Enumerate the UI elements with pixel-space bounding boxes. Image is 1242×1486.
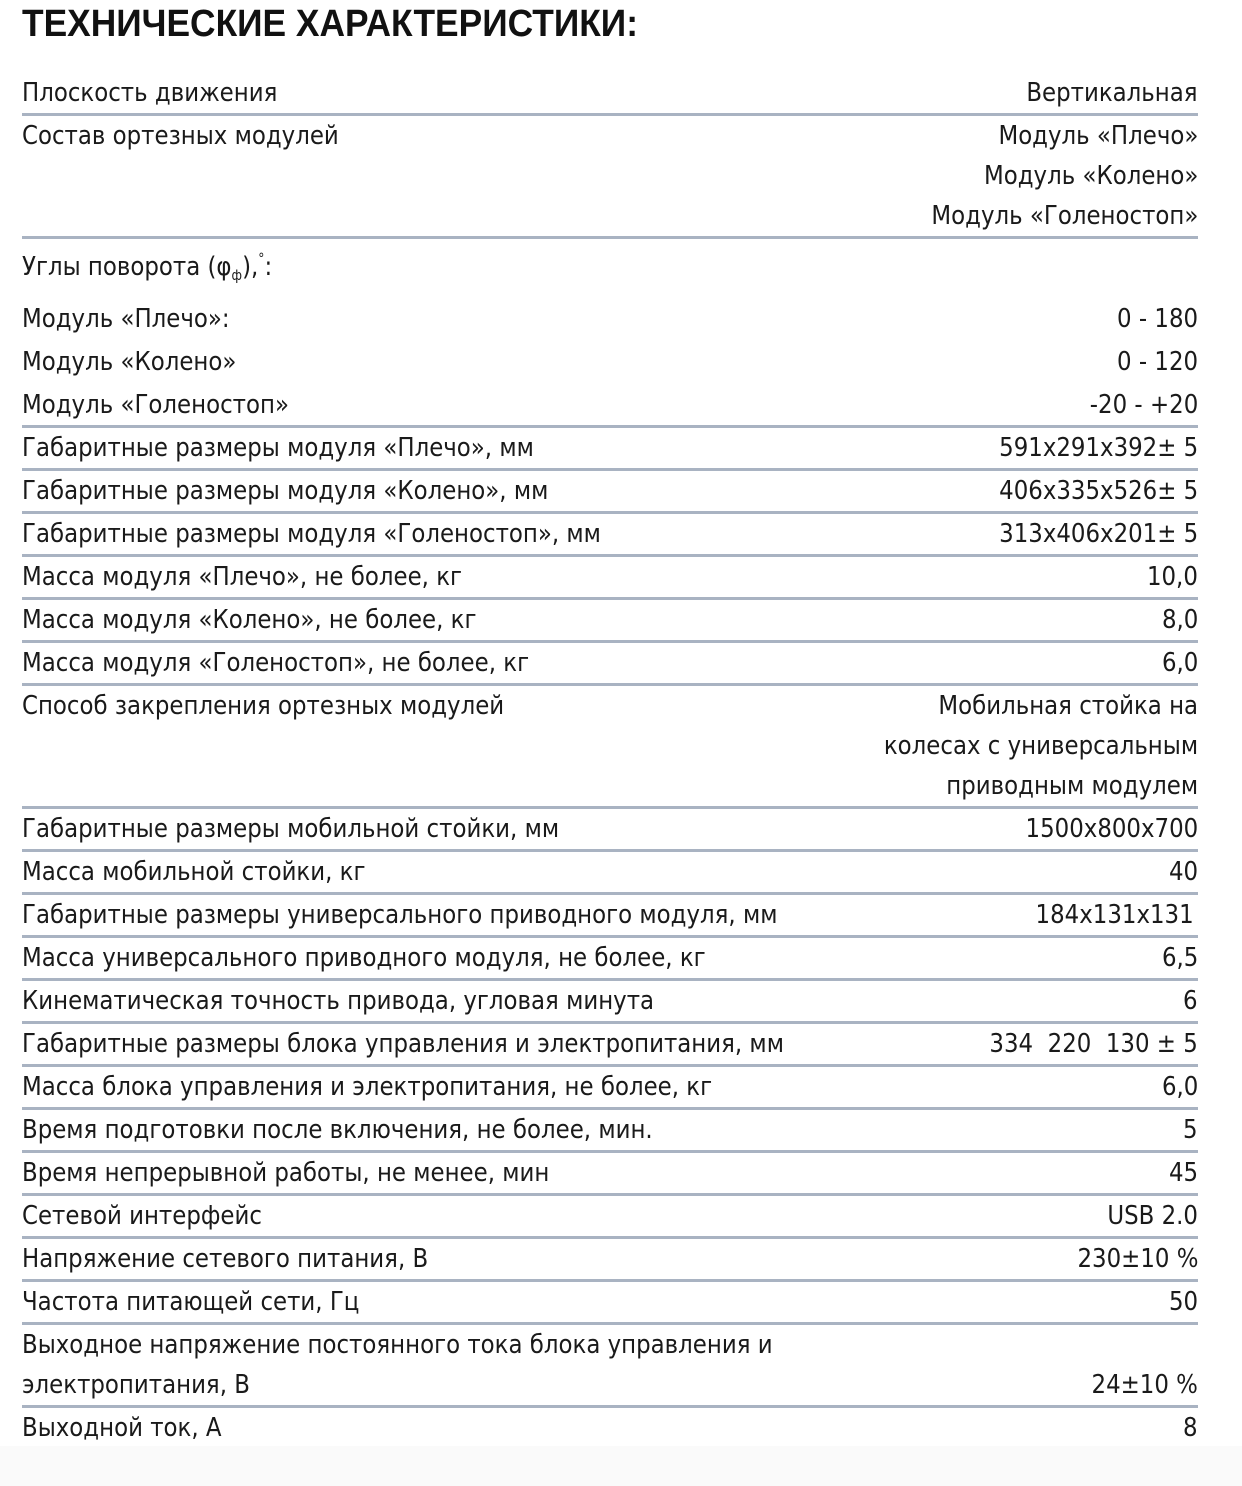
spec-row-network-interface	[22, 1196, 1198, 1239]
spec-row-dims-drive-module	[22, 895, 1198, 938]
spec-row-angle-shoulder	[22, 299, 1198, 342]
spec-row-dims-control-unit	[22, 1024, 1198, 1067]
spec-row-dims-shoulder	[22, 428, 1198, 471]
spec-label: Масса модуля «Голеностоп», не более, кг	[22, 648, 530, 678]
spec-row-mass-control-unit	[22, 1067, 1198, 1110]
spec-value-line: приводным модулем	[946, 771, 1198, 801]
spec-label: Масса модуля «Колено», не более, кг	[22, 605, 477, 635]
spec-row-dims-knee	[22, 471, 1198, 514]
spec-label: Масса универсального приводного модуля, не более, кг	[22, 943, 706, 973]
spec-value: 10,0	[1147, 562, 1198, 592]
spec-row-motion-plane	[22, 73, 1198, 116]
spec-row-mass-drive-module	[22, 938, 1198, 981]
spec-value: 1500x800x700	[1025, 814, 1198, 844]
spec-value: 591x291x392± 5	[998, 433, 1198, 463]
spec-row-angle-knee	[22, 342, 1198, 385]
spec-value: Вертикальная	[1026, 78, 1198, 108]
page-bottom-margin	[0, 1446, 1242, 1486]
spec-value: 40	[1168, 857, 1198, 887]
spec-label: Габаритные размеры универсального приводного модуля, мм	[22, 900, 778, 930]
spec-value: 0 - 180	[1116, 304, 1198, 334]
spec-label	[22, 239, 272, 296]
spec-value: 0 - 120	[1116, 347, 1198, 377]
specs-table	[22, 73, 1198, 1451]
spec-value: 6	[1183, 986, 1198, 1016]
spec-label: Масса блока управления и электропитания, не более, кг	[22, 1072, 713, 1102]
spec-label: Габаритные размеры модуля «Колено», мм	[22, 476, 549, 506]
spec-label-line: Выходное напряжение постоянного тока блока управления и	[22, 1330, 773, 1360]
spec-row-dims-mobile-stand	[22, 809, 1198, 852]
spec-value: 6,0	[1161, 648, 1198, 678]
label-text: ),	[242, 252, 259, 282]
spec-row-angle-ankle	[22, 385, 1198, 428]
spec-value: 6,0	[1161, 1072, 1198, 1102]
spec-label: Габаритные размеры модуля «Голеностоп», мм	[22, 519, 601, 549]
spec-row-continuous-operation	[22, 1153, 1198, 1196]
label-superscript: °	[258, 251, 265, 267]
spec-row-mains-frequency	[22, 1282, 1198, 1325]
spec-value-line: Модуль «Колено»	[983, 161, 1198, 191]
spec-label: Способ закрепления ортезных модулей	[22, 691, 505, 721]
spec-label: Напряжение сетевого питания, В	[22, 1244, 429, 1274]
spec-label: Габаритные размеры модуля «Плечо», мм	[22, 433, 534, 463]
spec-label: Частота питающей сети, Гц	[22, 1287, 360, 1317]
spec-value: 313x406x201± 5	[998, 519, 1198, 549]
spec-label: Время подготовки после включения, не более, мин.	[22, 1115, 653, 1145]
spec-row-mass-shoulder	[22, 557, 1198, 600]
label-text: Углы поворота (φ	[22, 252, 232, 282]
spec-value: 184x131x131	[1035, 900, 1194, 930]
spec-value: 8	[1183, 1413, 1198, 1443]
spec-row-output-current	[22, 1408, 1198, 1451]
spec-value: 230±10 %	[1077, 1244, 1198, 1274]
spec-row-mass-ankle	[22, 643, 1198, 686]
spec-value: 50	[1168, 1287, 1198, 1317]
spec-label: Модуль «Голеностоп»	[22, 390, 289, 420]
spec-label: Плоскость движения	[22, 78, 278, 108]
spec-value-line: Модуль «Плечо»	[998, 121, 1198, 151]
spec-row-warmup-time	[22, 1110, 1198, 1153]
spec-value: 8,0	[1161, 605, 1198, 635]
spec-row-kinematic-accuracy	[22, 981, 1198, 1024]
label-text: :	[264, 252, 273, 282]
spec-label: Модуль «Плечо»:	[22, 304, 230, 334]
spec-value: 24±10 %	[1091, 1370, 1198, 1400]
page-title: ТЕХНИЧЕСКИЕ ХАРАКТЕРИСТИКИ:	[22, 3, 638, 45]
spec-label: Габаритные размеры мобильной стойки, мм	[22, 814, 560, 844]
spec-label: Масса мобильной стойки, кг	[22, 857, 366, 887]
spec-label: Масса модуля «Плечо», не более, кг	[22, 562, 463, 592]
spec-value-line: колесах с универсальным	[883, 731, 1198, 761]
spec-value: 45	[1168, 1158, 1198, 1188]
spec-row-dims-ankle	[22, 514, 1198, 557]
spec-label: Габаритные размеры блока управления и электропитания, мм	[22, 1029, 784, 1059]
spec-row-mounting-method	[22, 686, 1198, 809]
spec-label: Время непрерывной работы, не менее, мин	[22, 1158, 550, 1188]
spec-value: USB 2.0	[1107, 1201, 1198, 1231]
spec-label: Состав ортезных модулей	[22, 121, 339, 151]
spec-row-mass-mobile-stand	[22, 852, 1198, 895]
spec-label: Сетевой интерфейс	[22, 1201, 262, 1231]
spec-label-line: электропитания, В	[22, 1370, 250, 1400]
label-subscript: ф	[231, 268, 243, 284]
spec-row-mass-knee	[22, 600, 1198, 643]
spec-row-mains-voltage	[22, 1239, 1198, 1282]
spec-value: 406x335x526± 5	[998, 476, 1198, 506]
spec-value-line: Модуль «Голеностоп»	[931, 201, 1198, 231]
spec-row-output-dc-voltage	[22, 1325, 1198, 1408]
spec-value-line: Мобильная стойка на	[938, 691, 1198, 721]
spec-value: -20 - +20	[1089, 390, 1198, 420]
spec-label: Кинематическая точность привода, угловая минута	[22, 986, 655, 1016]
spec-value: 5	[1183, 1115, 1198, 1145]
spec-value: 6,5	[1161, 943, 1198, 973]
spec-row-rotation-angles-heading	[22, 239, 1198, 299]
spec-value: 334 220 130 ± 5	[989, 1029, 1198, 1059]
spec-row-orthosis-modules	[22, 116, 1198, 239]
spec-label: Модуль «Колено»	[22, 347, 237, 377]
spec-label: Выходной ток, А	[22, 1413, 222, 1443]
